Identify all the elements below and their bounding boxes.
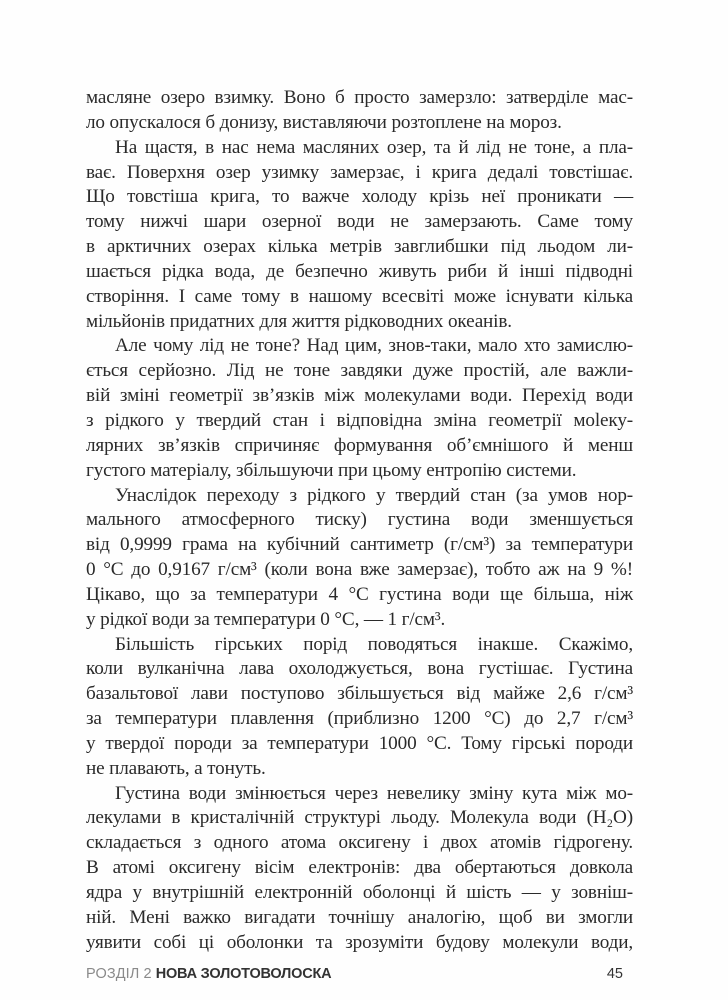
text-line: ло опускалося б донизу, виставляючи розтоплене на мороз. <box>86 111 562 133</box>
text-line: густого матеріалу, збільшуючи при цьому ентропію системи. <box>86 459 577 481</box>
text-line: Що товстіша крига, то важче холоду крізь неї проникати — <box>86 186 633 208</box>
text-line: Але чому лід не тоне? Над цим, знов-таки, мало хто замислю- <box>115 335 633 357</box>
text-line: ній. Мені важко вигадати точнішу аналогію, щоб ви змогли <box>86 906 633 928</box>
text-line: Густина води змінюється через невелику зміну кута між мо- <box>115 782 633 804</box>
text-line: лекулами в кристалічній структурі льоду. Молекула води (H₂O) <box>86 807 633 829</box>
chapter-label: РОЗДІЛ 2 <box>86 966 152 982</box>
text-line: ядра у внутрішній електронній оболонці й шість — у зовніш- <box>86 882 633 903</box>
text-line: ває. Поверхня озер узимку замерзає, і крига дедалі товстішає. <box>86 161 633 183</box>
text-line: з рідкого у твердий стан і відповідна зміна геометрії моleку- <box>86 409 633 431</box>
text-line: уявити собі ці оболонки та зрозуміти будову молекули води, <box>86 931 633 953</box>
text-line: не плавають, а тонуть. <box>86 757 266 779</box>
text-line: Цікаво, що за температури 4 °C густина води ще більша, ніж <box>86 583 633 605</box>
text-line: за температури плавлення (приблизно 1200 °C) до 2,7 г/см³ <box>86 708 633 730</box>
text-line: мального атмосферного тиску) густина води зменшується <box>86 509 633 531</box>
text-line: масляне озеро взимку. Воно б просто замерзло: затверділе мас- <box>86 87 633 108</box>
paragraph <box>86 782 633 956</box>
text-line: у рідкої води за температури 0 °C, — 1 г/см³. <box>86 608 446 630</box>
text-line: шається рідка вода, де безпечно живуть риби й інші підводні <box>86 260 633 282</box>
text-line: у твердої породи за температури 1000 °C. Тому гірські породи <box>86 732 633 754</box>
running-footer <box>86 966 633 986</box>
text-line: складається з одного атома оксигену і двох атомів гідрогену. <box>86 832 633 854</box>
text-line: Унаслідок переходу з рідкого у твердий стан (за умов нор- <box>115 484 633 506</box>
text-line: ється серйозно. Лід не тоне завдяки дуже простій, але важли- <box>86 360 633 382</box>
text-line: лярних зв’язків спричиняє формування об’ємнішого й менш <box>86 434 633 456</box>
paragraph <box>86 484 633 633</box>
text-line: 0 °C до 0,9167 г/см³ (коли вона вже замерзає), тобто аж на 9 %! <box>86 559 633 581</box>
page-number: 45 <box>606 966 623 982</box>
text-line: мільйонів придатних для життя рідководних океанів. <box>86 310 512 332</box>
text-line: На щастя, в нас нема масляних озер, та й лід не тоне, а пла- <box>115 136 633 158</box>
paragraph <box>86 136 633 335</box>
paragraph <box>86 633 633 782</box>
body-text <box>86 86 633 956</box>
paragraph <box>86 86 633 136</box>
text-line: створіння. І саме тому в нашому всесвіті може існувати кілька <box>86 285 633 307</box>
text-line: коли вулканічна лава охолоджується, вона густішає. Густина <box>86 658 633 680</box>
text-line: базальтової лави поступово збільшується від майже 2,6 г/см³ <box>86 683 633 705</box>
text-line: В атомі оксигену вісім електронів: два обертаються довкола <box>86 857 633 879</box>
text-line: від 0,9999 грама на кубічний сантиметр (г/см³) за температури <box>86 534 633 556</box>
text-line: тому нижчі шари озерної води не замерзають. Саме тому <box>86 211 633 233</box>
text-line: в арктичних озерах кілька метрів завглибшки під льодом ли- <box>86 236 633 258</box>
text-line: Більшість гірських порід поводяться інакше. Скажімо, <box>115 633 633 655</box>
text-line: вій зміні геометрії зв’язків між молекулами води. Перехід води <box>86 385 633 407</box>
chapter-title: НОВА ЗОЛОТОВОЛОСКА <box>155 966 332 982</box>
paragraph <box>86 334 633 483</box>
